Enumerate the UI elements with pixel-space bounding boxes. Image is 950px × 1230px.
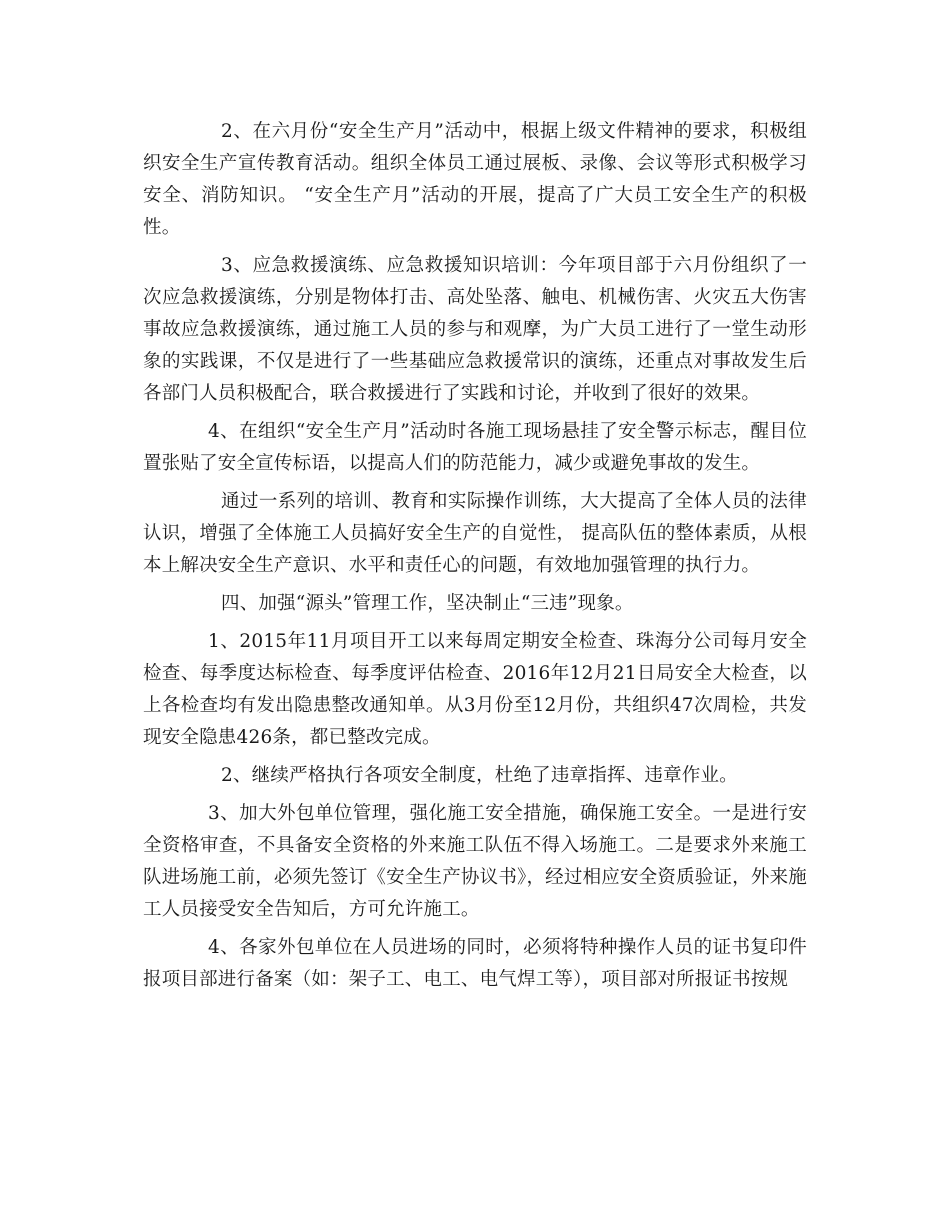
paragraph-safety-inspections: 1、2015年11月项目开工以来每周定期安全检查、珠海分公司每月安全检查、每季度达标检查、每季度评估检查、2016年12月21日局安全大检查，以上各检查均有发出隐患整改通知单。从3月份至12月份，共组织47次周检，共发现安全隐患426条，都已整改完成。 bbox=[143, 631, 807, 748]
paragraph-subcontractor-management: 3、加大外包单位管理，强化施工安全措施，确保施工安全。一是进行安全资格审查，不具备安全资格的外来施工队伍不得入场施工。二是要求外来施工队进场施工前，必须先签订《安全生产协议书》，经过相应安全资质验证，外来施工人员接受安全告知后，方可允许施工。 bbox=[143, 803, 807, 920]
paragraph-special-operator-certificates: 4、各家外包单位在人员进场的同时，必须将特种操作人员的证书复印件报项目部进行备案（如：架子工、电工、电气焊工等），项目部对所报证书按规 bbox=[143, 937, 807, 990]
paragraph-safety-month-activity: 2、在六月份“安全生产月”活动中，根据上级文件精神的要求，积极组织安全生产宣传教育活动。组织全体员工通过展板、录像、会议等形式积极学习安全、消防知识。 “安全生产月”活动的开展，提高了广大员工安全生产的积极性。 bbox=[143, 121, 807, 238]
paragraph-emergency-drill: 3、应急救援演练、应急救援知识培训：今年项目部于六月份组织了一次应急救援演练，分别是物体打击、高处坠落、触电、机械伤害、火灾五大伤害事故应急救援演练，通过施工人员的参与和观摩，为广大员工进行了一堂生动形象的实践课，不仅是进行了一些基础应急救援常识的演练，还重点对事故发生后各部门人员积极配合，联合救援进行了实践和讨论，并收到了很好的效果。 bbox=[143, 255, 807, 404]
section-heading-source-management: 四、加强“源头”管理工作，坚决制止“三违”现象。 bbox=[221, 593, 634, 614]
paragraph-safety-rules: 2、继续严格执行各项安全制度，杜绝了违章指挥、违章作业。 bbox=[221, 765, 738, 786]
paragraph-warning-signs: 4、在组织“安全生产月”活动时各施工现场悬挂了安全警示标志，醒目位置张贴了安全宣传标语，以提高人们的防范能力，减少或避免事故的发生。 bbox=[143, 421, 807, 474]
paragraph-training-summary: 通过一系列的培训、教育和实际操作训练，大大提高了全体人员的法律认识，增强了全体施工人员搞好安全生产的自觉性， 提高队伍的整体素质，从根本上解决安全生产意识、水平和责任心的问题，有效地加强管理的执行力。 bbox=[143, 491, 807, 576]
document-body bbox=[143, 116, 807, 1002]
